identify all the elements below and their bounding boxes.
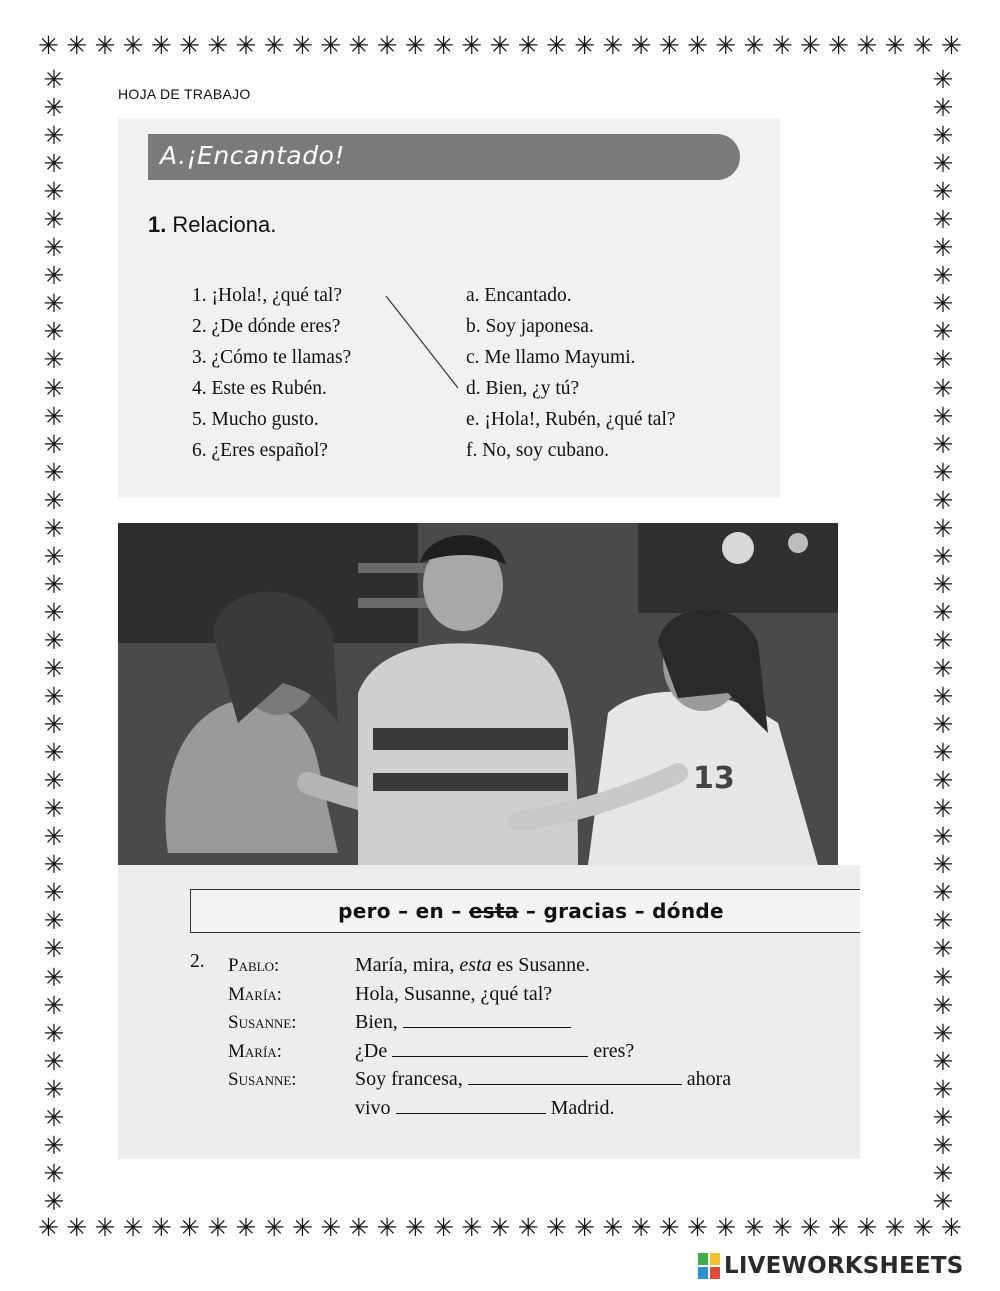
word-bank-word-used[interactable]: esta: [468, 899, 519, 923]
border-ornament: ✳: [932, 65, 954, 94]
border-ornament: ✳: [630, 31, 652, 60]
border-ornament: ✳: [43, 569, 65, 599]
border-ornament: ✳: [771, 1213, 793, 1242]
border-ornament: ✳: [932, 625, 954, 655]
border-ornament: ✳: [489, 31, 511, 60]
exercise-1-scan: [118, 118, 780, 498]
border-ornament: ✳: [461, 31, 483, 60]
dialogue-text: Soy francesa,: [355, 1068, 463, 1090]
border-ornament: ✳: [932, 149, 954, 179]
word-separator: –: [627, 899, 653, 923]
border-ornament: ✳: [771, 31, 793, 60]
jersey-number: 13: [693, 761, 735, 796]
answer-item[interactable]: e. ¡Hola!, Rubén, ¿qué tal?: [466, 409, 676, 430]
border-ornament: ✳: [630, 1213, 652, 1242]
border-ornament: ✳: [43, 1018, 65, 1048]
border-ornament: ✳: [687, 31, 708, 60]
question-item[interactable]: 6. ¿Eres español?: [192, 440, 328, 461]
border-ornament: ✳: [150, 1213, 172, 1242]
border-ornament: ✳: [43, 513, 65, 543]
border-ornament: ✳: [433, 31, 455, 60]
dialogue-emphasis: esta: [459, 954, 492, 976]
border-ornament: ✳: [932, 682, 954, 712]
border-ornament: ✳: [932, 289, 954, 319]
dialogue: [228, 951, 731, 1122]
border-ornament: ✳: [43, 934, 65, 964]
border-ornament: ✳: [348, 31, 370, 60]
word-bank-word[interactable]: dónde: [652, 899, 724, 923]
border-ornament: ✳: [43, 401, 65, 431]
liveworksheets-watermark: [698, 1253, 963, 1279]
question-item[interactable]: 2. ¿De dónde eres?: [192, 316, 341, 337]
dialogue-line: [228, 1008, 731, 1037]
border-ornament: ✳: [517, 31, 539, 60]
dialogue-text: Hola, Susanne, ¿qué tal?: [355, 982, 553, 1005]
border-ornament: ✳: [43, 906, 65, 936]
answer-blank-2[interactable]: [392, 1038, 588, 1057]
dialogue-text: ¿De: [355, 1039, 388, 1062]
border-ornament: ✳: [574, 31, 596, 60]
answer-item[interactable]: d. Bien, ¿y tú?: [466, 378, 580, 399]
word-bank-word[interactable]: gracias: [543, 899, 628, 923]
dialogue-line: [228, 1094, 731, 1123]
speaker-label: María:: [228, 1040, 282, 1062]
border-ornament: ✳: [43, 485, 65, 515]
word-separator: –: [518, 899, 544, 923]
border-ornament: ✳: [932, 401, 954, 431]
border-ornament: ✳: [828, 31, 850, 60]
greeting-photo: [118, 523, 860, 865]
border-ornament: ✳: [43, 1158, 65, 1188]
border-ornament: ✳: [828, 1213, 850, 1242]
border-ornament: ✳: [43, 794, 65, 824]
border-ornament: ✳: [932, 177, 954, 207]
exercise-1-number: 1.: [148, 212, 167, 237]
border-ornament: ✳: [932, 373, 954, 403]
border-ornament: ✳: [932, 1186, 954, 1216]
border-ornament: ✳: [235, 31, 257, 60]
border-ornament: ✳: [207, 31, 229, 60]
exercise-2-number: 2.: [190, 951, 205, 972]
border-ornament: ✳: [932, 1018, 954, 1048]
border-ornament: ✳: [404, 1213, 426, 1242]
border-ornament: ✳: [856, 1213, 878, 1242]
word-bank-word[interactable]: pero: [338, 899, 391, 923]
border-ornament: ✳: [715, 31, 737, 60]
word-bank-word[interactable]: en: [415, 899, 445, 923]
border-ornament: ✳: [884, 1213, 906, 1242]
exercise-2-scan: [118, 865, 860, 1159]
border-ornament: ✳: [602, 31, 624, 60]
border-ornament: ✳: [43, 457, 65, 487]
border-ornament: ✳: [376, 1213, 398, 1242]
border-ornament: ✳: [43, 962, 65, 992]
border-ornament: ✳: [43, 1074, 65, 1104]
answer-item[interactable]: c. Me llamo Mayumi.: [466, 347, 636, 368]
border-ornament: ✳: [799, 31, 821, 60]
border-ornament: ✳: [38, 1213, 59, 1242]
border-ornament: ✳: [932, 710, 954, 740]
border-ornament: ✳: [43, 682, 65, 712]
border-ornament: ✳: [743, 1213, 765, 1242]
border-ornament: ✳: [545, 1213, 567, 1242]
border-ornament: ✳: [489, 1213, 511, 1242]
border-ornament: ✳: [912, 31, 934, 60]
border-ornament: ✳: [932, 261, 954, 291]
question-item[interactable]: 5. Mucho gusto.: [192, 409, 319, 430]
border-ornament: ✳: [932, 906, 954, 936]
border-ornament: ✳: [43, 822, 65, 852]
border-ornament: ✳: [43, 373, 65, 403]
border-ornament: ✳: [932, 233, 954, 263]
border-ornament: ✳: [932, 485, 954, 515]
border-ornament: ✳: [43, 653, 65, 683]
dialogue-text: es Susanne.: [491, 954, 590, 976]
border-ornament: ✳: [43, 990, 65, 1020]
exercise-1-title: Relaciona.: [172, 212, 277, 237]
dialogue-line: [228, 1037, 731, 1066]
border-ornament: ✳: [932, 1130, 954, 1160]
border-ornament: ✳: [291, 1213, 313, 1242]
border-ornament: ✳: [932, 962, 954, 992]
dialogue-text: Madrid.: [550, 1096, 615, 1119]
border-ornament: ✳: [912, 1213, 934, 1242]
border-ornament: ✳: [932, 822, 954, 852]
border-ornament: ✳: [43, 850, 65, 880]
border-ornament: ✳: [932, 766, 954, 796]
border-ornament: ✳: [43, 597, 65, 627]
border-ornament: ✳: [43, 710, 65, 740]
border-ornament: ✳: [179, 31, 201, 60]
border-bottom: [38, 1213, 962, 1243]
border-ornament: ✳: [658, 1213, 680, 1242]
speaker-label: María:: [228, 983, 282, 1005]
border-ornament: ✳: [43, 205, 65, 235]
border-ornament: ✳: [932, 345, 954, 375]
word-separator: –: [390, 899, 416, 923]
question-item[interactable]: 1. ¡Hola!, ¿qué tal?: [192, 285, 342, 306]
dialogue-text: eres?: [593, 1039, 635, 1062]
border-ornament: ✳: [932, 429, 954, 459]
photo-illustration: [118, 523, 860, 865]
border-ornament: ✳: [291, 31, 313, 60]
word-separator: –: [444, 899, 469, 923]
border-ornament: ✳: [43, 289, 65, 319]
border-ornament: ✳: [932, 513, 954, 543]
speaker-label: Pablo:: [228, 955, 280, 976]
border-ornament: ✳: [932, 597, 954, 627]
dialogue-text: Bien,: [355, 1011, 398, 1033]
border-ornament: ✳: [122, 1213, 144, 1242]
border-ornament: ✳: [932, 457, 954, 487]
border-ornament: ✳: [932, 205, 954, 235]
border-right: [928, 66, 958, 1216]
border-ornament: ✳: [43, 345, 65, 375]
border-ornament: ✳: [884, 31, 906, 60]
speaker-label: Susanne:: [228, 1069, 297, 1090]
sheet-title: HOJA DE TRABAJO: [118, 86, 251, 102]
border-ornament: ✳: [66, 1213, 88, 1242]
border-ornament: ✳: [932, 93, 954, 123]
border-ornament: ✳: [932, 1102, 954, 1132]
border-ornament: ✳: [932, 738, 954, 768]
answer-blank-3[interactable]: [468, 1066, 682, 1085]
border-ornament: ✳: [932, 317, 954, 347]
border-ornament: ✳: [932, 653, 954, 683]
border-ornament: ✳: [941, 31, 962, 60]
border-ornament: ✳: [545, 31, 567, 60]
border-ornament: ✳: [122, 31, 144, 60]
border-ornament: ✳: [43, 429, 65, 459]
border-ornament: ✳: [799, 1213, 821, 1242]
border-left: [39, 66, 69, 1216]
border-ornament: ✳: [66, 31, 88, 60]
dialogue-line: [228, 951, 731, 980]
border-ornament: ✳: [932, 1046, 954, 1076]
border-ornament: ✳: [43, 317, 65, 347]
dialogue-text: vivo: [355, 1096, 391, 1119]
border-ornament: ✳: [263, 31, 285, 60]
brand-name: LIVEWORKSHEETS: [724, 1253, 964, 1279]
border-top: [38, 31, 962, 61]
border-ornament: ✳: [320, 31, 342, 60]
question-item[interactable]: 4. Este es Rubén.: [192, 378, 327, 399]
border-ornament: ✳: [43, 65, 65, 94]
border-ornament: ✳: [574, 1213, 596, 1242]
border-ornament: ✳: [404, 31, 426, 60]
border-ornament: ✳: [658, 31, 680, 60]
border-ornament: ✳: [743, 31, 765, 60]
border-ornament: ✳: [94, 1213, 116, 1242]
border-ornament: ✳: [715, 1213, 737, 1242]
word-bank: [190, 889, 860, 933]
question-item[interactable]: 3. ¿Cómo te llamas?: [192, 347, 352, 368]
border-ornament: ✳: [43, 93, 65, 123]
matching-line: [118, 118, 780, 498]
border-ornament: ✳: [687, 1213, 708, 1242]
speaker-label: Susanne:: [228, 1012, 297, 1033]
border-ornament: ✳: [43, 1130, 65, 1160]
dialogue-text: ahora: [686, 1068, 732, 1090]
border-ornament: ✳: [517, 1213, 539, 1242]
border-ornament: ✳: [43, 1046, 65, 1076]
border-ornament: ✳: [932, 121, 954, 151]
liveworksheets-logo-icon: [698, 1253, 720, 1279]
border-ornament: ✳: [43, 261, 65, 291]
dialogue-line: [228, 980, 731, 1009]
border-ornament: ✳: [856, 31, 878, 60]
border-ornament: ✳: [263, 1213, 285, 1242]
border-ornament: ✳: [932, 541, 954, 571]
border-ornament: ✳: [932, 1158, 954, 1188]
border-ornament: ✳: [43, 738, 65, 768]
border-ornament: ✳: [320, 1213, 342, 1242]
border-ornament: ✳: [433, 1213, 455, 1242]
border-ornament: ✳: [38, 31, 59, 60]
border-ornament: ✳: [43, 1102, 65, 1132]
border-ornament: ✳: [461, 1213, 483, 1242]
border-ornament: ✳: [207, 1213, 229, 1242]
border-ornament: ✳: [932, 850, 954, 880]
border-ornament: ✳: [43, 233, 65, 263]
border-ornament: ✳: [94, 31, 116, 60]
border-ornament: ✳: [932, 934, 954, 964]
border-ornament: ✳: [932, 1074, 954, 1104]
border-ornament: ✳: [941, 1213, 962, 1242]
border-ornament: ✳: [932, 878, 954, 908]
border-ornament: ✳: [43, 625, 65, 655]
border-ornament: ✳: [43, 149, 65, 179]
answer-blank-4[interactable]: [396, 1095, 546, 1114]
border-ornament: ✳: [43, 541, 65, 571]
border-ornament: ✳: [932, 794, 954, 824]
border-ornament: ✳: [602, 1213, 624, 1242]
border-ornament: ✳: [43, 1186, 65, 1216]
border-ornament: ✳: [932, 990, 954, 1020]
answer-item[interactable]: f. No, soy cubano.: [466, 440, 609, 461]
dialogue-line: [228, 1065, 731, 1094]
border-ornament: ✳: [235, 1213, 257, 1242]
border-ornament: ✳: [932, 569, 954, 599]
dialogue-text: María, mira,: [355, 954, 460, 976]
answer-blank-1[interactable]: [403, 1009, 571, 1028]
border-ornament: ✳: [150, 31, 172, 60]
border-ornament: ✳: [348, 1213, 370, 1242]
border-ornament: ✳: [43, 177, 65, 207]
border-ornament: ✳: [43, 766, 65, 796]
border-ornament: ✳: [43, 878, 65, 908]
answer-item[interactable]: b. Soy japonesa.: [466, 316, 594, 337]
border-ornament: ✳: [376, 31, 398, 60]
border-ornament: ✳: [179, 1213, 201, 1242]
answer-item[interactable]: a. Encantado.: [466, 285, 572, 306]
section-banner-title: A.¡Encantado!: [160, 141, 345, 170]
border-ornament: ✳: [43, 121, 65, 151]
